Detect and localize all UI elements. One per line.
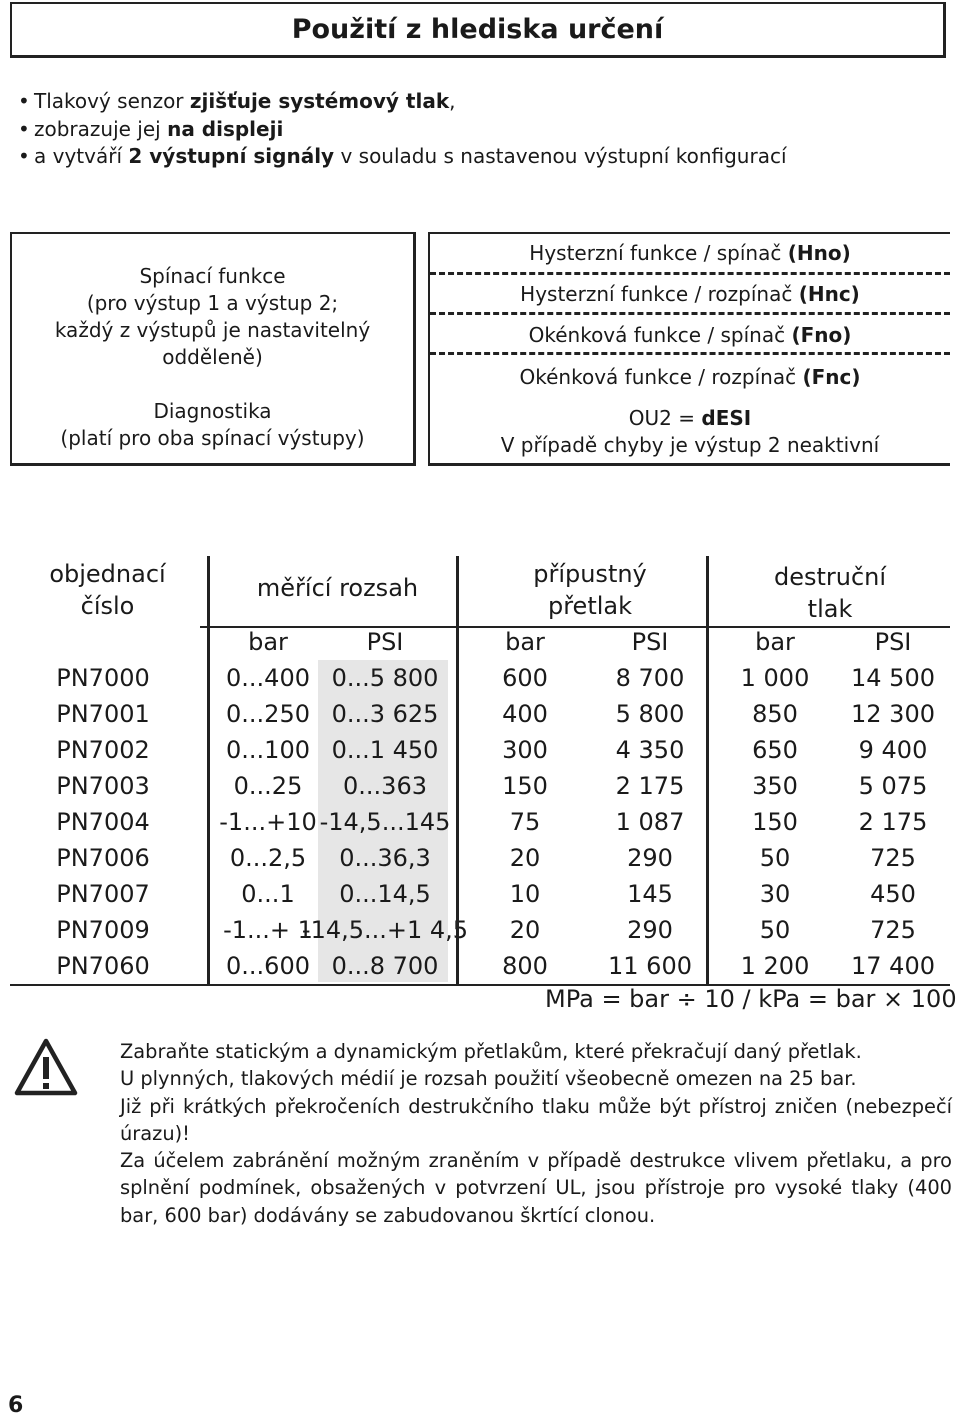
cell-text: 600 [502,664,548,692]
function-code: (Fnc) [802,365,861,389]
switching-line: odděleně) [162,345,263,369]
cell-text: 0...3 625 [331,700,439,728]
ou2-value: dESI [701,406,752,430]
cell-text: 14 500 [851,664,935,692]
warning-paragraph: Zabraňte statickým a dynamickým přetlakům, které překračují daný přetlak. [120,1040,862,1063]
intro-text: a vytváří [34,144,129,168]
cell-text: 75 [509,808,541,836]
header-text: přetlak [547,592,633,620]
cell-text: 0...1 [241,880,295,908]
cell-text: -14,5...+1 4,5 [301,916,469,944]
cell-text: 11 600 [608,952,692,980]
cell-text: 350 [752,772,798,800]
cell-text: 290 [627,916,673,944]
cell-text: 650 [752,736,798,764]
function-fnc [430,364,950,391]
cell-text: 50 [759,916,791,944]
cell-text: PN7001 [56,700,150,728]
ou2-note: V případě chyby je výstup 2 neaktivní [500,433,880,457]
function-hnc [430,281,950,308]
cell-text: 5 075 [858,772,928,800]
unit-text: bar [248,628,288,656]
cell-text: 30 [759,880,791,908]
output-config-functions [428,232,950,466]
intro-item: • zobrazuje jej na displeji [18,116,284,141]
intro-text: , [449,89,456,113]
header-text: tlak [807,595,853,623]
cell-text: 20 [509,844,541,872]
diagnostics-line: (platí pro oba spínací výstupy) [60,426,365,450]
header-text: číslo [80,592,135,620]
switching-line: Spínací funkce [139,264,286,288]
cell-text: 1 087 [615,808,685,836]
cell-text: PN7007 [56,880,150,908]
page-title-box [10,2,946,58]
cell-text: PN7004 [56,808,150,836]
cell-text: 8 700 [615,664,685,692]
ou2-setting [430,405,950,432]
cell-text: 145 [627,880,673,908]
ou2-prefix: OU2 = [628,406,702,430]
function-name: Hysterzní funkce / rozpínač [520,282,799,306]
header-overload [465,558,715,622]
cell-text: 0...400 [226,664,310,692]
cell-text: 725 [870,916,916,944]
cell-text: 300 [502,736,548,764]
intro-text: Tlakový senzor [34,89,190,113]
intro-bold: 2 výstupní signály [128,144,335,168]
cell-text: 725 [870,844,916,872]
switching-line: každý z výstupů je nastavitelný [54,318,371,342]
header-text: destruční [773,563,887,591]
diagnostics-line: Diagnostika [153,399,272,423]
column-divider [207,556,210,986]
unit-text: bar [755,628,795,656]
cell-text: -14,5...145 [319,808,451,836]
cell-text: 0...1 450 [331,736,439,764]
warning-paragraph: U plynných, tlakových médií je rozsah použití všeobecně omezen na 25 bar. [120,1067,857,1091]
intro-bold: zjišťuje systémový tlak [189,89,450,113]
cell-text: PN7003 [56,772,150,800]
function-code: (Hnc) [798,282,860,306]
intro-item: • a vytváří 2 výstupní signály v souladu s nastavenou výstupní konfigurací [18,144,787,168]
cell-text: 150 [502,772,548,800]
header-burst-pressure [715,561,945,625]
unit-conversion: MPa = bar ÷ 10 / kPa = bar × 100 [545,985,957,1013]
header-order-number [20,558,195,622]
cell-text: 0...14,5 [339,880,431,908]
cell-text: 0...100 [226,736,310,764]
header-measuring-range: měřící rozsah [256,574,419,602]
intro-list [18,88,787,171]
unit-text: PSI [366,628,404,656]
page-number: 6 [8,1393,24,1418]
diagnostics-label [12,398,413,452]
function-code: (Fno) [791,323,852,347]
cell-text: 9 400 [858,736,928,764]
cell-text: 0...600 [226,952,310,980]
cell-text: 1 200 [740,952,810,980]
column-divider [456,556,459,986]
intro-bold: na displeji [167,116,284,141]
cell-text: 4 350 [615,736,685,764]
cell-text: 0...25 [233,772,303,800]
dashed-divider [430,272,950,275]
cell-text: 1 000 [740,664,810,692]
cell-text: 0...363 [343,772,427,800]
cell-text: -1...+ 1 [223,916,313,944]
intro-text: v souladu s nastavenou výstupní konfigurací [334,144,787,168]
header-text: přípustný [533,560,647,588]
cell-text: 50 [759,844,791,872]
cell-text: PN7009 [56,916,150,944]
cell-text: 0...2,5 [229,844,307,872]
warning-triangle-icon [14,1038,78,1096]
cell-text: 0...36,3 [339,844,431,872]
cell-text: 0...250 [226,700,310,728]
cell-text: 450 [870,880,916,908]
pressure-table [10,556,950,986]
dashed-divider [430,312,950,315]
function-name: Okénková funkce / rozpínač [519,365,803,389]
page-title: Použití z hlediska určení [291,14,664,45]
cell-text: 150 [752,808,798,836]
cell-text: 2 175 [615,772,685,800]
function-hno [430,240,950,267]
cell-text: 2 175 [858,808,928,836]
cell-text: 12 300 [851,700,935,728]
cell-text: 290 [627,844,673,872]
header-rule [200,626,950,628]
warning-text [120,1038,952,1229]
column-divider [706,556,709,986]
intro-item: • Tlakový senzor zjišťuje systémový tlak, [18,89,456,113]
warning-paragraph: Za účelem zabránění možným zraněním v případě destrukce vlivem přetlaku, a pro splnění podmínek, obsažených v potvrzení UL, jsou přístroje pro vysoké tlaky (400 bar, 600 bar) dodávány se zabudovanou škrtící clonou. [120,1149,952,1227]
cell-text: 850 [752,700,798,728]
cell-text: 0...5 800 [331,664,439,692]
cell-text: PN7006 [56,844,150,872]
function-code: (Hno) [787,241,851,265]
cell-text: 20 [509,916,541,944]
cell-text: 17 400 [851,952,935,980]
function-fno [430,322,950,349]
cell-text: 10 [509,880,541,908]
unit-text: bar [505,628,545,656]
cell-text: 400 [502,700,548,728]
cell-text: 800 [502,952,548,980]
intro-text: zobrazuje jej [34,116,168,141]
cell-text: 0...8 700 [331,952,439,980]
cell-text: 5 800 [615,700,685,728]
output-config-labels [10,232,416,466]
header-text: objednací [49,560,166,588]
switching-line: (pro výstup 1 a výstup 2; [86,291,339,315]
cell-text: PN7002 [56,736,150,764]
warning-paragraph: Již při krátkých překročeních destrukčního tlaku může být přístroj zničen (nebezpečí úrazu)! [120,1094,952,1145]
function-name: Hysterzní funkce / spínač [529,241,788,265]
unit-text: PSI [631,628,669,656]
cell-text: -1...+10 [219,808,317,836]
switching-function-label [12,263,413,371]
function-name: Okénková funkce / spínač [528,323,792,347]
cell-text: PN7060 [56,952,150,980]
dashed-divider [430,352,950,355]
cell-text: PN7000 [56,664,150,692]
unit-text: PSI [874,628,912,656]
